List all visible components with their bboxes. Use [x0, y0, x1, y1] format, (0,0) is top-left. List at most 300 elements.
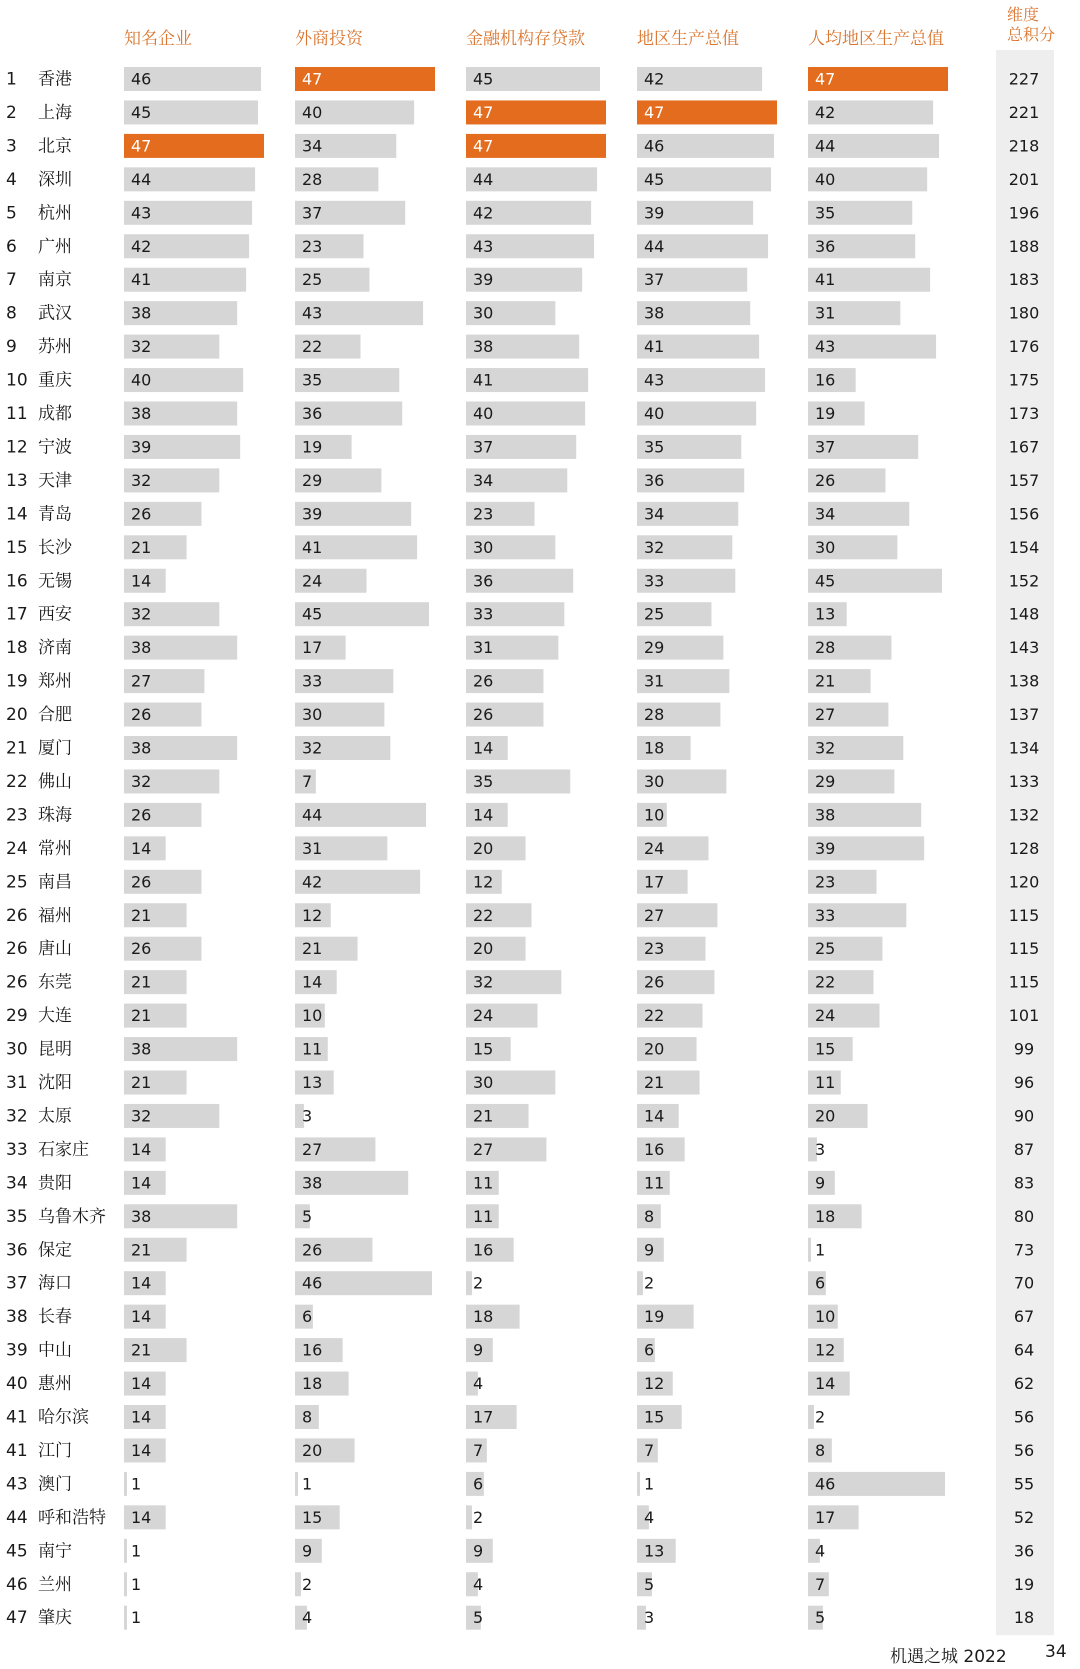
total-score: 128: [1008, 838, 1040, 858]
bar-value-label: 21: [131, 1073, 152, 1092]
city-label: 中山: [38, 1340, 72, 1361]
bar-value-label: 9: [815, 1173, 826, 1193]
bar-value-label: 32: [131, 771, 152, 791]
bar-value-label: 26: [815, 470, 836, 490]
bar-value-label: 4: [644, 1507, 655, 1527]
bar-value-label: 34: [644, 504, 665, 524]
rank-label: 31: [6, 1073, 28, 1093]
rank-label: 8: [6, 303, 17, 324]
bar-value-label: 7: [302, 771, 313, 791]
city-label: 沈阳: [38, 1073, 72, 1093]
total-score: 52: [1013, 1507, 1035, 1527]
rank-label: 39: [6, 1340, 28, 1361]
bar-value-label: 12: [644, 1374, 665, 1394]
total-score: 167: [1008, 437, 1040, 457]
total-score: 218: [1008, 136, 1040, 156]
bar-value-label: 1: [131, 1608, 142, 1628]
bar-value-label: 6: [473, 1474, 484, 1494]
bar-value-label: 40: [473, 404, 494, 423]
bar-value-label: 47: [473, 102, 494, 122]
city-label: 重庆: [38, 370, 72, 391]
page-number: 34: [1045, 1642, 1067, 1662]
bar-value-label: 36: [302, 404, 323, 423]
bar-value-label: 18: [473, 1307, 494, 1327]
bar-value-label: 21: [131, 972, 152, 992]
bar-value-label: 14: [131, 1273, 152, 1293]
bar-value-label: 5: [815, 1608, 826, 1628]
bar-value-label: 38: [131, 738, 152, 758]
bar-value-label: 30: [815, 537, 836, 557]
bar-value-label: 45: [302, 604, 323, 624]
bar-value-label: 38: [131, 638, 152, 658]
city-label: 东莞: [38, 972, 72, 993]
bar-value-label: 37: [302, 203, 323, 223]
rank-label: 16: [6, 571, 28, 592]
bar-value-label: 46: [131, 69, 152, 89]
bar-value-label: 31: [473, 638, 494, 658]
bar-value-label: 12: [815, 1340, 836, 1360]
bar-value-label: 32: [644, 537, 665, 557]
bar-value-label: 26: [644, 972, 665, 992]
total-score: 56: [1013, 1407, 1035, 1427]
rank-label: 32: [6, 1106, 28, 1127]
bar-value-label: 20: [473, 838, 494, 858]
bar-value-label: 42: [131, 236, 152, 256]
bar-value-label: 38: [131, 303, 152, 323]
bar-value-label: 28: [644, 705, 665, 725]
bar-value-label: 47: [644, 102, 665, 122]
total-score: 157: [1008, 470, 1040, 490]
bar-value-label: 26: [131, 705, 152, 725]
rank-label: 44: [6, 1507, 28, 1528]
bar-value-label: 1: [131, 1474, 142, 1494]
bar-value-label: 35: [473, 771, 494, 791]
total-score: 196: [1008, 203, 1040, 223]
bar-value-label: 3: [815, 1139, 826, 1159]
bar-value-label: 30: [473, 537, 494, 557]
rank-label: 26: [6, 905, 28, 926]
bar-value-label: 43: [302, 303, 323, 323]
city-label: 长沙: [38, 537, 72, 558]
rank-label: 33: [6, 1139, 28, 1160]
bar-value-label: 31: [302, 838, 323, 858]
bar-value-label: 6: [815, 1273, 826, 1293]
bar-value-label: 11: [473, 1206, 494, 1226]
city-label: 昆明: [38, 1039, 72, 1060]
bar-value-label: 25: [302, 270, 323, 290]
bar-value-label: 29: [644, 638, 665, 658]
total-score: 115: [1008, 972, 1040, 992]
city-label: 厦门: [38, 738, 72, 759]
bar-value-label: 10: [302, 1006, 323, 1026]
city-label: 常州: [38, 838, 72, 859]
bar-value-label: 33: [644, 571, 665, 591]
bar-value-label: 45: [473, 69, 494, 89]
total-score: 96: [1013, 1073, 1035, 1092]
bar-value-label: 40: [644, 404, 665, 423]
bar-value-label: 22: [473, 905, 494, 925]
bar-value-label: 29: [815, 771, 836, 791]
column-header: 地区生产总值: [637, 29, 739, 49]
bar-value-label: 28: [815, 638, 836, 658]
city-label: 福州: [38, 905, 72, 926]
city-label: 南宁: [38, 1541, 72, 1562]
total-score: 70: [1013, 1273, 1035, 1293]
bar-value-label: 19: [815, 404, 836, 423]
total-score: 137: [1008, 705, 1040, 725]
bar-value-label: 16: [473, 1240, 494, 1260]
column-header: 知名企业: [124, 29, 192, 49]
bar-value-label: 4: [473, 1374, 484, 1394]
rank-label: 34: [6, 1173, 28, 1194]
total-score: 173: [1008, 404, 1040, 423]
city-label: 西安: [38, 604, 72, 625]
city-label: 大连: [38, 1006, 72, 1027]
city-label: 郑州: [38, 671, 72, 692]
bar-value-label: 21: [131, 1006, 152, 1026]
bar-value-label: 26: [473, 705, 494, 725]
bar: [124, 1472, 127, 1496]
total-score: 18: [1013, 1608, 1035, 1628]
total-score: 64: [1013, 1340, 1035, 1360]
city-label: 呼和浩特: [38, 1507, 106, 1528]
bar-value-label: 8: [302, 1407, 313, 1427]
bar-value-label: 11: [473, 1173, 494, 1193]
bar-value-label: 30: [302, 705, 323, 725]
bar-value-label: 15: [815, 1039, 836, 1059]
bar-value-label: 44: [473, 169, 494, 189]
bar-value-label: 47: [302, 69, 323, 89]
bar-value-label: 26: [473, 671, 494, 691]
bar-value-label: 20: [644, 1039, 665, 1059]
bar-value-label: 41: [644, 337, 665, 357]
city-label: 澳门: [38, 1474, 72, 1495]
city-label: 兰州: [38, 1574, 72, 1595]
bar-value-label: 29: [302, 470, 323, 490]
bar-value-label: 21: [473, 1106, 494, 1126]
rank-label: 23: [6, 805, 28, 826]
city-label: 珠海: [38, 805, 72, 826]
rank-label: 11: [6, 404, 28, 424]
city-label: 成都: [38, 404, 72, 424]
city-label: 济南: [38, 638, 72, 659]
bar-value-label: 36: [644, 470, 665, 490]
rank-label: 26: [6, 972, 28, 993]
total-score: 138: [1008, 671, 1040, 691]
bar-value-label: 25: [644, 604, 665, 624]
bar-value-label: 41: [131, 270, 152, 290]
bar: [637, 1472, 640, 1496]
bar-value-label: 17: [815, 1507, 836, 1527]
bar-value-label: 17: [644, 872, 665, 892]
rank-label: 14: [6, 504, 28, 525]
bar-value-label: 9: [302, 1541, 313, 1561]
bar-value-label: 32: [131, 470, 152, 490]
bar-value-label: 21: [302, 939, 323, 959]
bar-value-label: 6: [644, 1340, 655, 1360]
bar: [466, 1271, 472, 1295]
rank-label: 37: [6, 1273, 28, 1294]
rank-label: 9: [6, 337, 17, 358]
bar-value-label: 5: [644, 1574, 655, 1594]
city-label: 广州: [38, 236, 72, 257]
bar-value-label: 12: [302, 905, 323, 925]
bar-value-label: 38: [302, 1173, 323, 1193]
bar-value-label: 26: [302, 1240, 323, 1260]
rank-label: 20: [6, 705, 28, 726]
bar: [466, 1505, 472, 1529]
bar-value-label: 47: [473, 136, 494, 156]
city-label: 香港: [38, 69, 72, 90]
rank-label: 40: [6, 1374, 28, 1395]
bar-value-label: 41: [302, 537, 323, 557]
bar-value-label: 23: [473, 504, 494, 524]
bar-value-label: 31: [644, 671, 665, 691]
bar-value-label: 13: [815, 604, 836, 624]
bar-value-label: 21: [131, 1240, 152, 1260]
bar-value-label: 7: [815, 1574, 826, 1594]
bar-value-label: 18: [644, 738, 665, 758]
total-score: 101: [1008, 1006, 1040, 1026]
bar-value-label: 1: [302, 1474, 313, 1494]
bar-value-label: 44: [302, 805, 323, 825]
city-label: 南京: [38, 270, 72, 291]
bar-value-label: 4: [815, 1541, 826, 1561]
city-label: 上海: [38, 102, 72, 123]
total-score: 221: [1008, 102, 1040, 122]
bar: [808, 1405, 814, 1429]
bar-value-label: 32: [131, 1106, 152, 1126]
bar-value-label: 34: [815, 504, 836, 524]
bar-value-label: 17: [473, 1407, 494, 1427]
rank-label: 22: [6, 771, 28, 792]
rank-label: 30: [6, 1039, 28, 1060]
rank-label: 3: [6, 136, 17, 157]
city-label: 海口: [38, 1273, 72, 1294]
bar-value-label: 26: [131, 504, 152, 524]
bar: [295, 1572, 301, 1596]
rank-label: 38: [6, 1307, 28, 1328]
bar-value-label: 33: [815, 905, 836, 925]
total-score: 87: [1013, 1139, 1035, 1159]
bar-value-label: 14: [131, 1507, 152, 1527]
bar-value-label: 38: [644, 303, 665, 323]
bar-value-label: 17: [302, 638, 323, 658]
bar-value-label: 19: [644, 1307, 665, 1327]
bar-value-label: 14: [131, 571, 152, 591]
rank-label: 45: [6, 1541, 28, 1562]
rank-label: 26: [6, 939, 28, 960]
bar-value-label: 20: [815, 1106, 836, 1126]
rank-label: 15: [6, 537, 28, 558]
bar-value-label: 47: [131, 136, 152, 156]
bar: [637, 1271, 643, 1295]
bar-value-label: 24: [644, 838, 665, 858]
rank-label: 35: [6, 1206, 28, 1227]
bar-value-label: 33: [302, 671, 323, 691]
bar-value-label: 45: [815, 571, 836, 591]
total-score: 152: [1008, 571, 1040, 591]
city-label: 青岛: [38, 504, 72, 525]
bar-value-label: 27: [473, 1139, 494, 1159]
bar-value-label: 1: [131, 1574, 142, 1594]
rank-label: 18: [6, 638, 28, 659]
rank-label: 46: [6, 1574, 28, 1595]
bar-value-label: 39: [131, 437, 152, 457]
rank-label: 10: [6, 370, 28, 391]
bar-value-label: 32: [131, 604, 152, 624]
rank-label: 43: [6, 1474, 28, 1495]
bar-value-label: 28: [302, 169, 323, 189]
city-label: 宁波: [38, 437, 72, 458]
bar: [295, 1472, 298, 1496]
city-label: 贵阳: [38, 1173, 72, 1194]
total-score: 156: [1008, 504, 1040, 524]
bar-value-label: 10: [644, 805, 665, 825]
total-score: 176: [1008, 337, 1040, 357]
bar-value-label: 14: [644, 1106, 665, 1126]
city-label: 唐山: [38, 939, 72, 960]
bar: [124, 1572, 127, 1596]
bar-value-label: 4: [302, 1608, 313, 1628]
bar-value-label: 5: [473, 1608, 484, 1628]
bar-value-label: 45: [644, 169, 665, 189]
city-label: 肇庆: [38, 1608, 72, 1629]
rank-label: 2: [6, 102, 17, 123]
rank-label: 7: [6, 270, 17, 291]
bar-value-label: 21: [644, 1073, 665, 1092]
rank-label: 13: [6, 470, 28, 491]
bar-value-label: 14: [131, 1139, 152, 1159]
city-label: 北京: [38, 136, 72, 157]
total-score: 180: [1008, 303, 1040, 323]
bar-value-label: 14: [131, 1173, 152, 1193]
bar-value-label: 39: [302, 504, 323, 524]
city-label: 石家庄: [38, 1139, 89, 1160]
bar-value-label: 4: [473, 1574, 484, 1594]
bar-value-label: 24: [302, 571, 323, 591]
bar-value-label: 45: [131, 102, 152, 122]
city-label: 江门: [38, 1440, 72, 1461]
bar-value-label: 41: [473, 370, 494, 390]
bar-value-label: 30: [473, 303, 494, 323]
bar-value-label: 30: [473, 1073, 494, 1092]
rank-label: 25: [6, 872, 28, 893]
bar-value-label: 42: [815, 102, 836, 122]
bar-value-label: 27: [815, 705, 836, 725]
bar-value-label: 43: [644, 370, 665, 390]
bar-value-label: 13: [302, 1073, 323, 1092]
footer-title: 机遇之城 2022: [890, 1647, 1007, 1667]
bar-value-label: 42: [302, 872, 323, 892]
bar-value-label: 16: [815, 370, 836, 390]
city-label: 乌鲁木齐: [38, 1206, 106, 1227]
rank-label: 1: [6, 69, 17, 90]
total-score: 201: [1008, 169, 1040, 189]
rank-label: 47: [6, 1608, 28, 1629]
total-score: 148: [1008, 604, 1040, 624]
bar-value-label: 37: [644, 270, 665, 290]
bar-value-label: 16: [644, 1139, 665, 1159]
bar-value-label: 27: [302, 1139, 323, 1159]
bar-value-label: 3: [644, 1608, 655, 1628]
total-score: 154: [1008, 537, 1040, 557]
bar-value-label: 9: [473, 1340, 484, 1360]
bar-value-label: 43: [473, 236, 494, 256]
total-score: 90: [1013, 1106, 1035, 1126]
bar-value-label: 39: [815, 838, 836, 858]
bar-value-label: 30: [644, 771, 665, 791]
bar-value-label: 13: [644, 1541, 665, 1561]
rank-label: 29: [6, 1006, 28, 1027]
bar-value-label: 32: [473, 972, 494, 992]
bar-value-label: 3: [302, 1106, 313, 1126]
bar-value-label: 35: [644, 437, 665, 457]
bar-value-label: 25: [815, 939, 836, 959]
rank-label: 4: [6, 169, 17, 190]
bar-value-label: 21: [131, 905, 152, 925]
bar-value-label: 36: [815, 236, 836, 256]
bar-value-label: 1: [131, 1541, 142, 1561]
total-score: 67: [1013, 1307, 1035, 1327]
total-header-line1: 维度: [1007, 5, 1040, 24]
total-score: 80: [1013, 1206, 1035, 1226]
total-score: 36: [1013, 1541, 1035, 1561]
city-label: 太原: [38, 1106, 72, 1127]
bar-value-label: 26: [131, 805, 152, 825]
bar-value-label: 12: [473, 872, 494, 892]
total-score: 175: [1008, 370, 1040, 390]
bar-value-label: 20: [302, 1440, 323, 1460]
bar: [808, 1238, 811, 1262]
bar-value-label: 32: [815, 738, 836, 758]
bar-value-label: 33: [473, 604, 494, 624]
bar-value-label: 37: [473, 437, 494, 457]
bar-value-label: 44: [131, 169, 152, 189]
bar-value-label: 47: [815, 69, 836, 89]
bar-value-label: 35: [815, 203, 836, 223]
total-score: 183: [1008, 270, 1040, 290]
total-score: 55: [1013, 1474, 1035, 1494]
bar-value-label: 14: [131, 838, 152, 858]
rank-label: 6: [6, 236, 17, 257]
bar-value-label: 40: [815, 169, 836, 189]
bar-value-label: 31: [815, 303, 836, 323]
bar-value-label: 21: [815, 671, 836, 691]
bar-value-label: 23: [815, 872, 836, 892]
bar-value-label: 40: [131, 370, 152, 390]
bar-value-label: 15: [302, 1507, 323, 1527]
total-score: 83: [1013, 1173, 1035, 1193]
bar-value-label: 11: [302, 1039, 323, 1059]
city-label: 杭州: [38, 203, 72, 224]
bar-value-label: 38: [131, 1039, 152, 1059]
total-score: 19: [1013, 1574, 1035, 1594]
bar-value-label: 44: [644, 236, 665, 256]
bar-value-label: 7: [473, 1440, 484, 1460]
city-label: 南昌: [38, 872, 72, 893]
column-header: 人均地区生产总值: [808, 29, 944, 49]
rank-label: 17: [6, 604, 28, 625]
bar-value-label: 18: [302, 1374, 323, 1394]
total-score: 188: [1008, 236, 1040, 256]
city-label: 苏州: [38, 337, 72, 358]
bar-value-label: 2: [302, 1574, 313, 1594]
bar-value-label: 24: [815, 1006, 836, 1026]
bar: [124, 1606, 127, 1630]
bar-value-label: 14: [131, 1374, 152, 1394]
bar-value-label: 16: [302, 1340, 323, 1360]
